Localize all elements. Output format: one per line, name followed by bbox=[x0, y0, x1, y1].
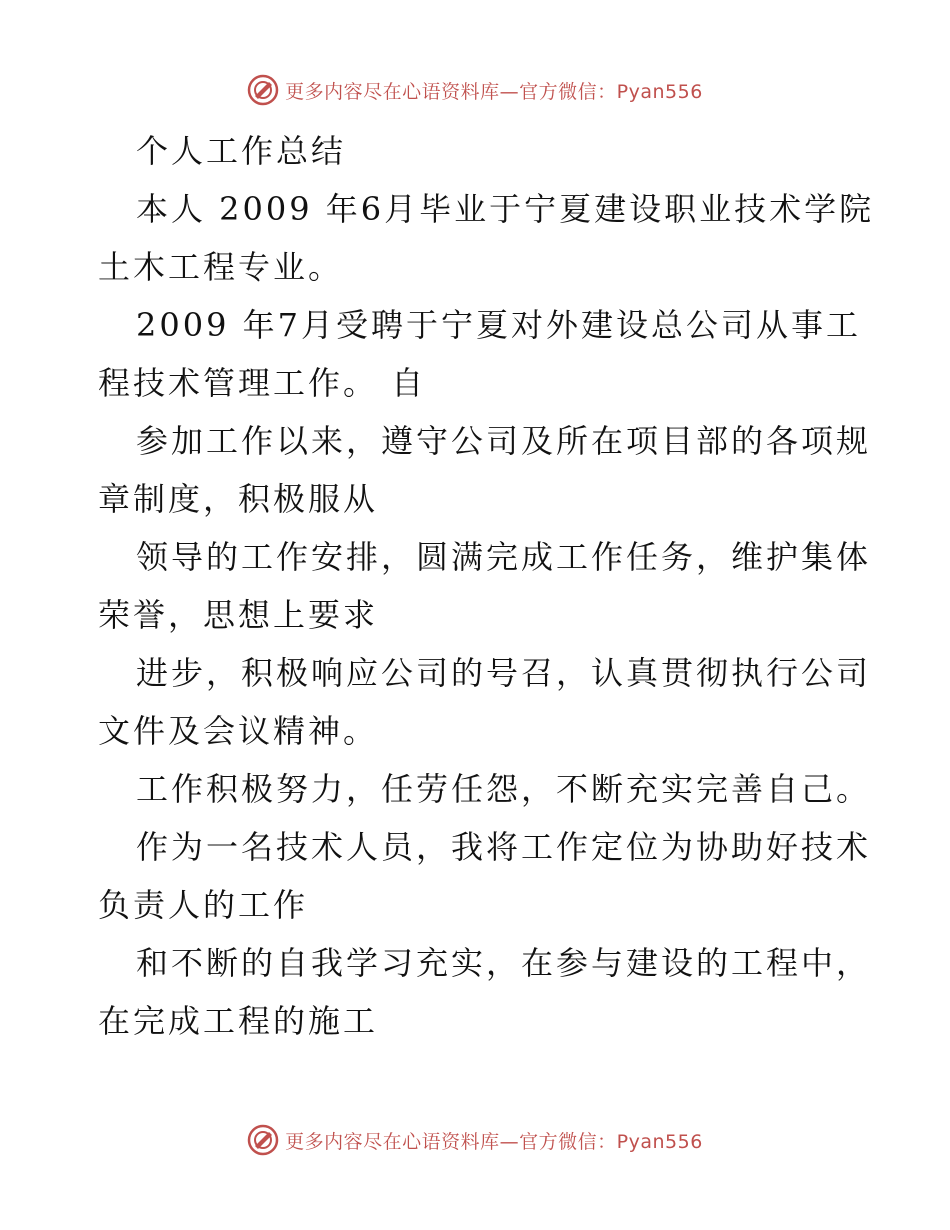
doc-line: 程技术管理工作。 自 bbox=[98, 364, 427, 402]
doc-line: 工作积极努力，任劳任怨，不断充实完善自己。 bbox=[136, 770, 872, 808]
doc-line: 本人 2009 年6月毕业于宁夏建设职业技术学院 bbox=[136, 190, 875, 228]
doc-line: 负责人的工作 bbox=[98, 886, 309, 924]
doc-line: 领导的工作安排，圆满完成工作任务，维护集体 bbox=[136, 538, 872, 576]
doc-line: 文件及会议精神。 bbox=[98, 712, 379, 750]
footer-watermark bbox=[0, 1120, 950, 1160]
doc-line: 参加工作以来，遵守公司及所在项目部的各项规 bbox=[136, 422, 872, 460]
doc-line: 和不断的自我学习充实，在参与建设的工程中， bbox=[136, 944, 872, 982]
doc-line: 荣誉，思想上要求 bbox=[98, 596, 379, 634]
doc-line: 2009 年7月受聘于宁夏对外建设总公司从事工 bbox=[136, 306, 861, 344]
seal-logo-icon bbox=[247, 74, 279, 106]
doc-line: 章制度，积极服从 bbox=[98, 480, 379, 518]
watermark-text: 更多内容尽在心语资料库—官方微信：Pyan556 bbox=[285, 1130, 703, 1153]
doc-line: 在完成工程的施工 bbox=[98, 1002, 379, 1040]
doc-line: 作为一名技术人员，我将工作定位为协助好技术 bbox=[136, 828, 872, 866]
doc-line: 个人工作总结 bbox=[136, 132, 347, 170]
document-body bbox=[98, 122, 875, 1050]
watermark-text: 更多内容尽在心语资料库—官方微信：Pyan556 bbox=[285, 80, 703, 103]
seal-logo-icon bbox=[247, 1124, 279, 1156]
header-watermark bbox=[0, 70, 950, 110]
doc-line: 进步，积极响应公司的号召，认真贯彻执行公司 bbox=[136, 654, 872, 692]
doc-line: 土木工程专业。 bbox=[98, 248, 344, 286]
